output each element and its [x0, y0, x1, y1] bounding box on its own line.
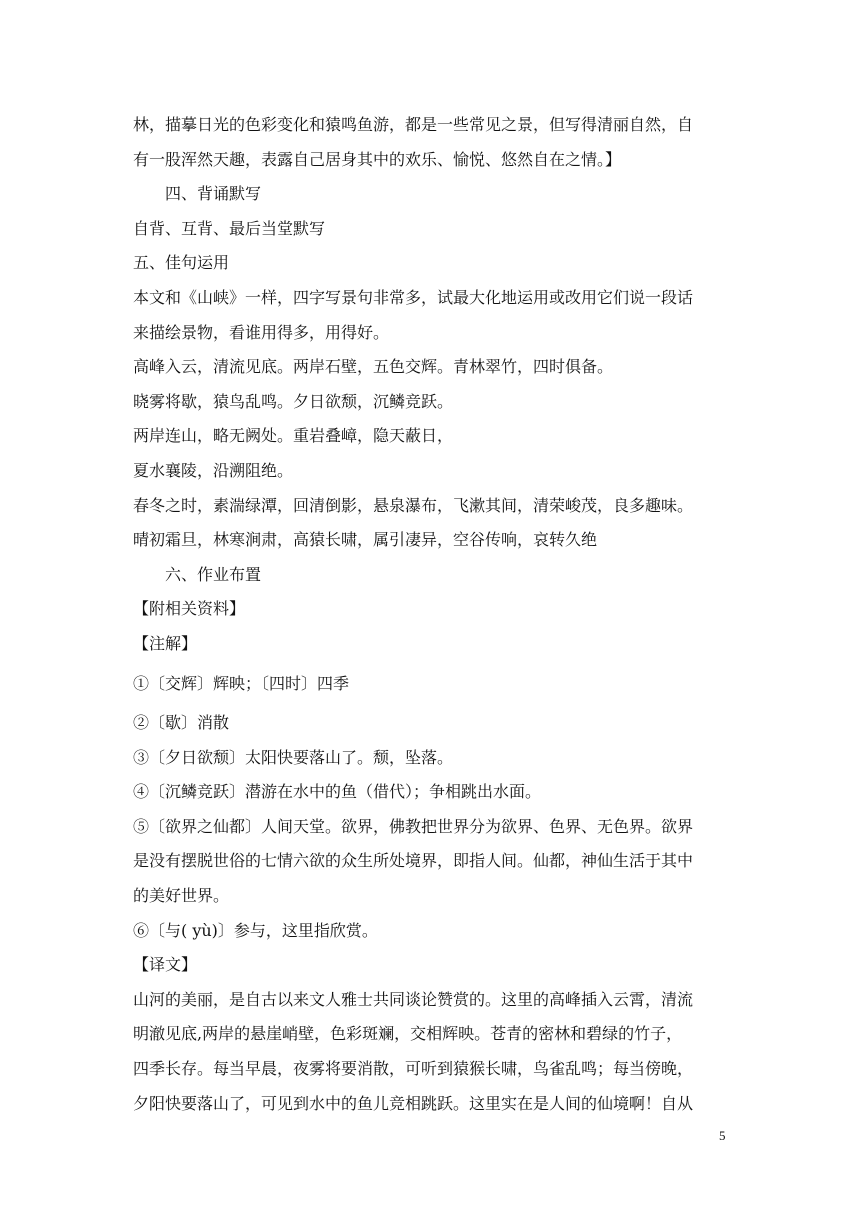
note-line: ③〔夕日欲颓〕太阳快要落山了。颓，坠落。	[133, 747, 454, 767]
note-line: ⑥〔与( yù)〕参与，这里指欣赏。	[133, 920, 378, 940]
translation-line: 明澈见底,两岸的悬崖峭壁，色彩斑斓，交相辉映。苍青的密林和碧绿的竹子，	[133, 1024, 683, 1044]
bracket-heading: 【附相关资料】	[133, 599, 246, 619]
translation-line: 夕阳快要落山了，可见到水中的鱼儿竞相跳跃。这里实在是人间的仙境啊！自从	[133, 1093, 694, 1113]
bracket-heading: 【译文】	[133, 955, 198, 975]
section-heading: 四、背诵默写	[165, 184, 262, 204]
section-heading: 六、作业布置	[165, 564, 262, 584]
text-line: 两岸连山，略无阙处。重岩叠嶂，隐天蔽日，	[133, 426, 454, 446]
translation-line: 山河的美丽，是自古以来文人雅士共同谈论赞赏的。这里的高峰插入云霄，清流	[133, 989, 694, 1009]
note-line: ④〔沉鳞竞跃〕潜游在水中的鱼（借代）；争相跳出水面。	[133, 782, 542, 802]
page-number: 5	[719, 1128, 726, 1143]
note-line: ⑤〔欲界之仙都〕人间天堂。欲界，佛教把世界分为欲界、色界、无色界。欲界	[133, 816, 694, 836]
section-heading: 五、佳句运用	[133, 253, 230, 273]
text-line: 夏水襄陵，沿溯阻绝。	[133, 460, 294, 480]
note-line: ②〔歇〕消散	[133, 713, 230, 733]
text-line: 本文和《山峡》一样，四字写景句非常多，试最大化地运用或改用它们说一段话	[133, 287, 694, 307]
note-line: ①〔交辉〕辉映；〔四时〕四季	[133, 673, 350, 693]
document-body	[133, 108, 733, 1121]
bracket-heading: 【注解】	[133, 633, 198, 653]
text-line: 自背、互背、最后当堂默写	[133, 218, 326, 238]
text-line: 高峰入云，清流见底。两岸石壁，五色交辉。青林翠竹，四时俱备。	[133, 357, 614, 377]
text-line: 晴初霜旦，林寒涧肃，高猿长啸，属引凄异，空谷传响，哀转久绝	[133, 530, 598, 550]
text-line: 春冬之时，素湍绿潭，回清倒影，悬泉瀑布，飞漱其间，清荣峻茂，良多趣味。	[133, 495, 694, 515]
translation-line: 四季长存。每当早晨，夜雾将要消散，可听到猿猴长啸，鸟雀乱鸣；每当傍晚，	[133, 1059, 694, 1079]
note-line: 的美好世界。	[133, 886, 230, 906]
note-line: 是没有摆脱世俗的七情六欲的众生所处境界，即指人间。仙都，神仙生活于其中	[133, 851, 694, 871]
text-line: 晓雾将歇，猿鸟乱鸣。夕日欲颓，沉鳞竞跃。	[133, 391, 454, 411]
text-line: 来描绘景物，看谁用得多，用得好。	[133, 322, 390, 342]
text-line: 林，描摹日光的色彩变化和猿鸣鱼游，都是一些常见之景，但写得清丽自然，自	[133, 115, 694, 134]
text-line: 有一股浑然天趣，表露自己居身其中的欢乐、愉悦、悠然自在之情。】	[133, 149, 622, 169]
